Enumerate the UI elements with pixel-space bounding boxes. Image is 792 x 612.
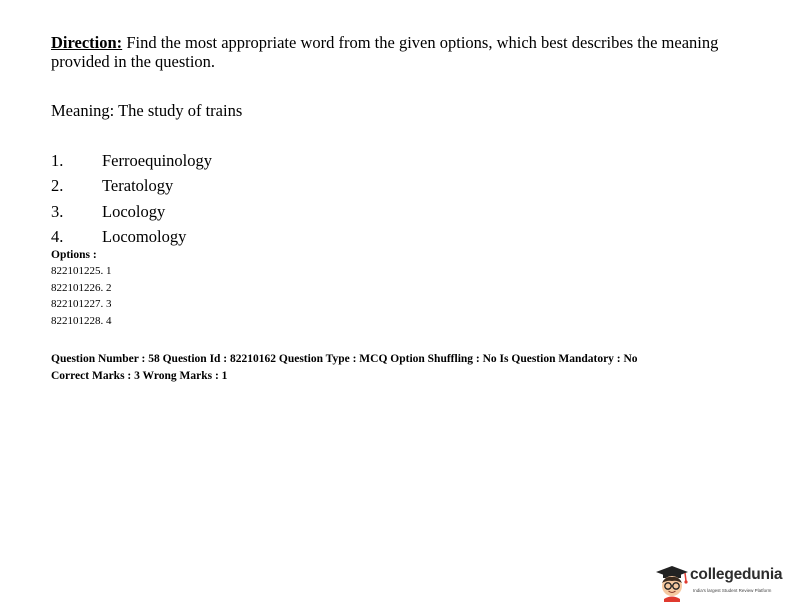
- choice-list: [51, 151, 351, 252]
- choice-item: [51, 202, 351, 227]
- option-id-item: 822101225. 1: [51, 265, 112, 277]
- direction-label: Direction:: [51, 33, 123, 52]
- mascot-icon: [655, 564, 689, 602]
- option-id-item: 822101228. 4: [51, 314, 112, 327]
- metadata-line-2: Correct Marks : 3 Wrong Marks : 1: [51, 370, 228, 382]
- question-metadata: [51, 351, 771, 385]
- option-id-item: 822101227. 3: [51, 298, 112, 310]
- choice-number: 1.: [51, 151, 64, 170]
- direction-line-2: provided in the question.: [51, 52, 216, 71]
- choice-text: Teratology: [102, 176, 174, 196]
- meaning-text: Meaning: The study of trains: [51, 101, 243, 120]
- choice-text: Locomology: [102, 226, 187, 246]
- brand-tagline: India's largest Student Review Platform: [693, 588, 772, 593]
- choice-item: [51, 151, 351, 176]
- choice-text: Ferroequinology: [102, 151, 212, 170]
- metadata-line-1: Question Number : 58 Question Id : 82210162 Question Type : MCQ Option Shuffling : No Is Question Mandatory : No: [51, 353, 638, 365]
- direction-line-1: Find the most appropriate word from the given options, which best describes the meaning: [126, 33, 719, 52]
- choice-number: 2.: [51, 176, 64, 196]
- choice-item: [51, 176, 351, 201]
- direction-text: [51, 33, 751, 71]
- options-heading: Options :: [51, 249, 97, 261]
- choice-number: 4.: [51, 226, 64, 246]
- option-id-item: 822101226. 2: [51, 281, 112, 294]
- choice-text: Locology: [102, 201, 166, 221]
- brand-name: collegedunia: [690, 566, 783, 583]
- collegedunia-logo: [655, 560, 790, 605]
- option-id-list: [51, 265, 112, 331]
- choice-number: 3.: [51, 201, 64, 221]
